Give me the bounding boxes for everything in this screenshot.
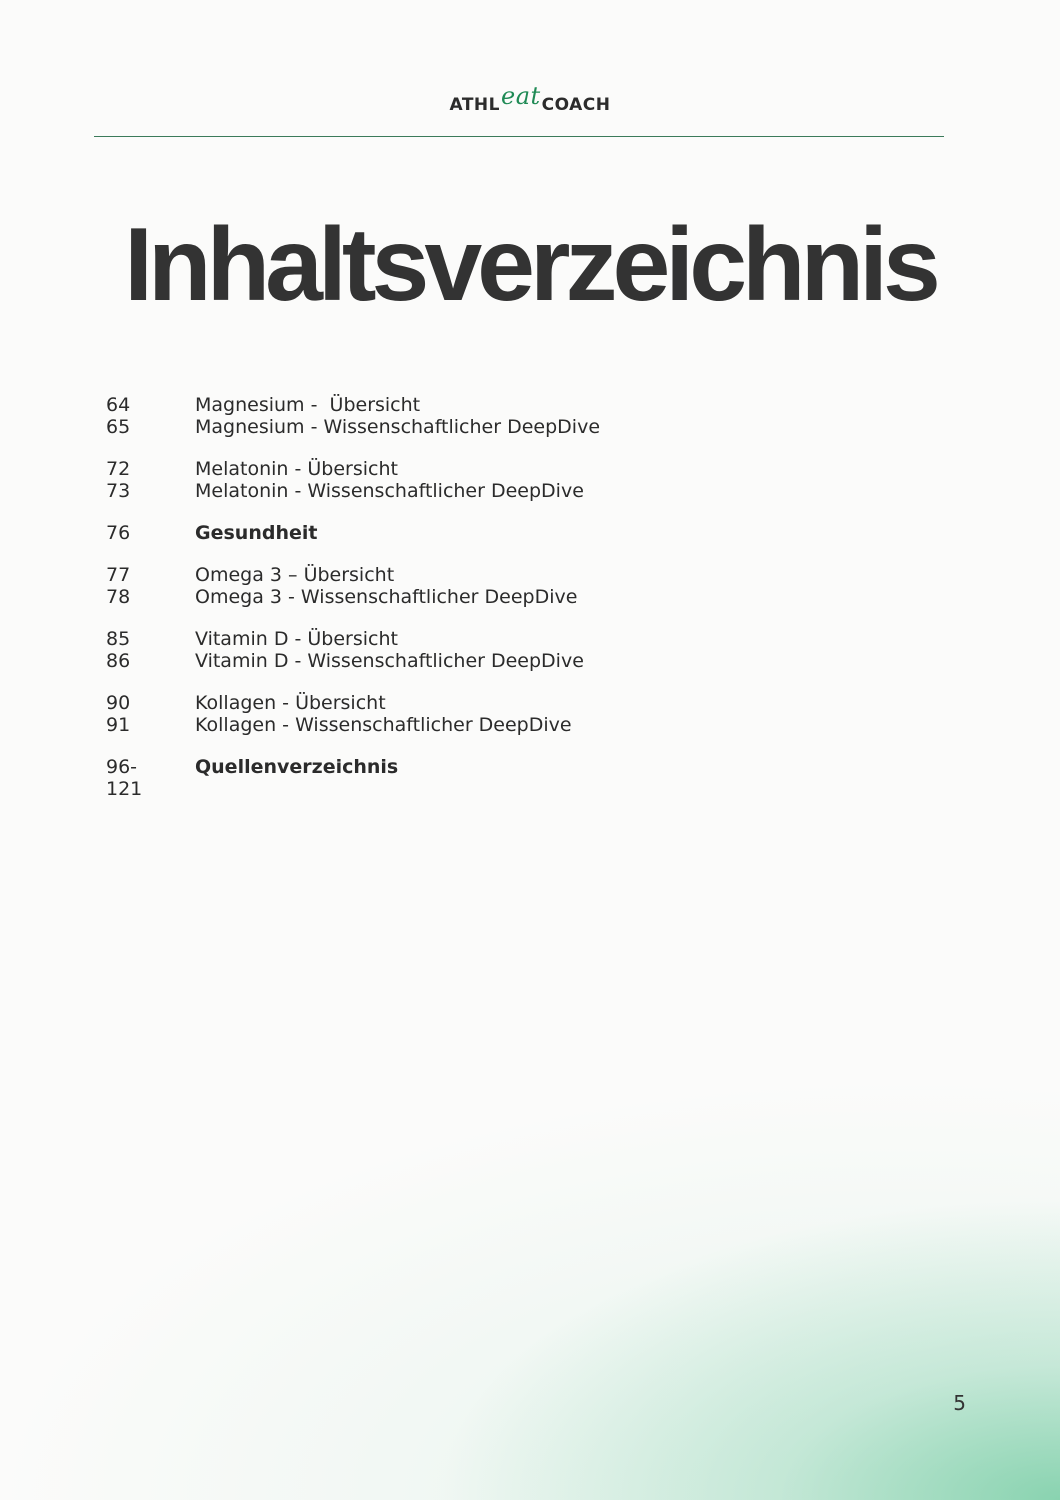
logo-eat: eat	[501, 82, 541, 110]
toc-group	[106, 692, 806, 736]
toc-page-number: 90	[106, 692, 131, 714]
toc-page-number: 73	[106, 480, 131, 502]
toc-entry[interactable]	[106, 522, 806, 544]
toc-entry[interactable]	[106, 756, 806, 800]
toc-page-number: 96- 121	[106, 756, 143, 800]
header	[0, 82, 1060, 116]
toc-entry[interactable]	[106, 394, 806, 416]
page-number: 5	[953, 1391, 966, 1415]
toc-entry-label: Magnesium - Wissenschaftlicher DeepDive	[195, 416, 601, 438]
toc-entry[interactable]	[106, 480, 806, 502]
toc-entry-label: Melatonin - Übersicht	[195, 458, 398, 480]
toc-entry[interactable]	[106, 628, 806, 650]
table-of-contents	[106, 394, 806, 820]
header-divider	[94, 136, 944, 137]
brand-logo	[449, 82, 611, 116]
page-title: Inhaltsverzeichnis	[124, 207, 936, 323]
toc-entry[interactable]	[106, 564, 806, 586]
logo-suffix: COACH	[541, 95, 611, 115]
toc-entry-label: Kollagen - Übersicht	[195, 692, 386, 714]
toc-entry[interactable]	[106, 586, 806, 608]
toc-entry-label: Vitamin D - Wissenschaftlicher DeepDive	[195, 650, 584, 672]
toc-page-number: 65	[106, 416, 131, 438]
toc-entry-label: Gesundheit	[195, 522, 318, 544]
toc-entry[interactable]	[106, 416, 806, 438]
toc-entry-label: Melatonin - Wissenschaftlicher DeepDive	[195, 480, 584, 502]
logo-prefix: ATHL	[449, 95, 500, 115]
toc-page-number: 64	[106, 394, 131, 416]
toc-entry[interactable]	[106, 650, 806, 672]
toc-page-number: 76	[106, 522, 131, 544]
toc-group	[106, 394, 806, 438]
toc-group	[106, 458, 806, 502]
toc-entry-label: Omega 3 - Wissenschaftlicher DeepDive	[195, 586, 578, 608]
toc-entry-label: Quellenverzeichnis	[195, 756, 399, 778]
toc-entry[interactable]	[106, 692, 806, 714]
toc-group	[106, 522, 806, 544]
toc-page-number: 72	[106, 458, 131, 480]
toc-page-number: 85	[106, 628, 131, 650]
toc-entry-label: Vitamin D - Übersicht	[195, 628, 398, 650]
toc-group	[106, 756, 806, 800]
toc-page-number: 91	[106, 714, 131, 736]
toc-entry[interactable]	[106, 458, 806, 480]
toc-group	[106, 564, 806, 608]
toc-page-number: 78	[106, 586, 131, 608]
toc-page-number: 77	[106, 564, 131, 586]
toc-page-number: 86	[106, 650, 131, 672]
toc-group	[106, 628, 806, 672]
toc-entry-label: Kollagen - Wissenschaftlicher DeepDive	[195, 714, 572, 736]
toc-entry[interactable]	[106, 714, 806, 736]
toc-entry-label: Omega 3 – Übersicht	[195, 564, 395, 586]
toc-entry-label: Magnesium - Übersicht	[195, 394, 421, 416]
